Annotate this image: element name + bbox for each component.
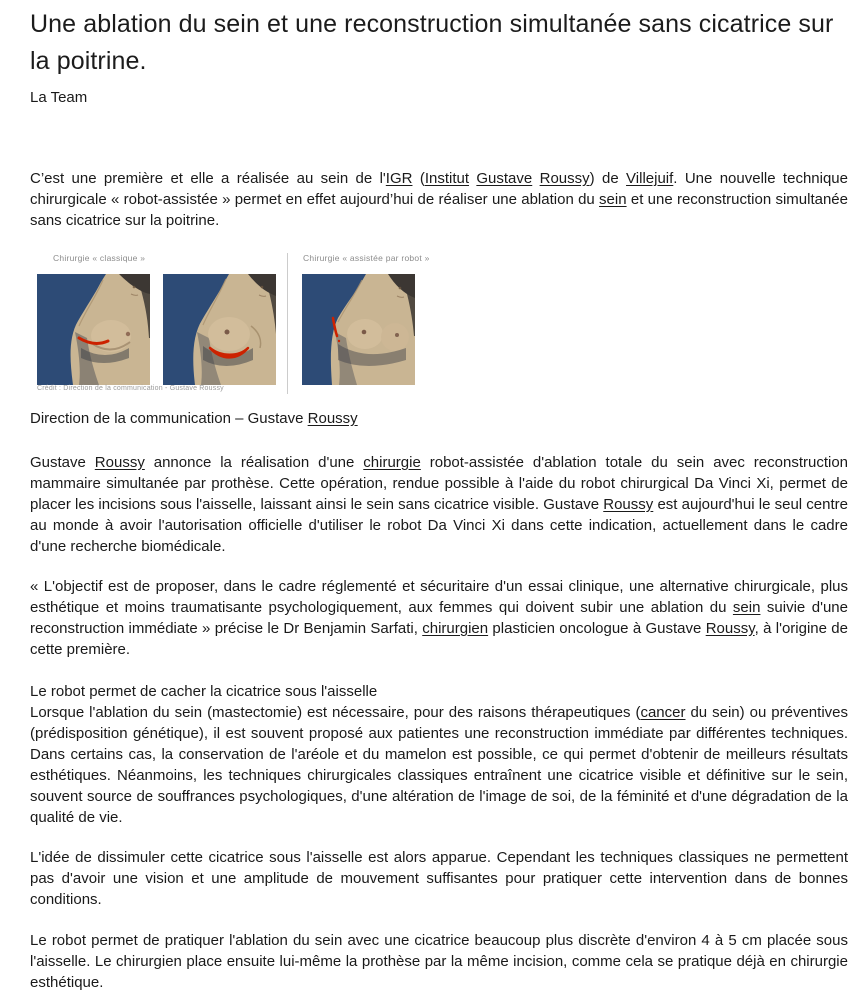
text-segment: Le robot permet de pratiquer l'ablation du sein avec une cicatrice beaucoup plus discrète d'environ 4 à 5 cm placée sous l'aisselle. Le chirurgien place ensuite lui-même la prothèse par la même incision, comme cela se pratique déjà en chirurgie esthétique. — [30, 932, 848, 991]
inline-link[interactable]: Roussy — [94, 454, 145, 471]
page-title: Une ablation du sein et une reconstruction simultanée sans cicatrice sur la poitrine. — [30, 10, 834, 75]
paragraph-robot-result — [30, 930, 848, 993]
text-segment: . Une nouvelle technique chirurgicale « robot-assistée » permet en effet aujourd’hui de réaliser une ablation du — [30, 170, 848, 208]
inline-link[interactable]: Roussy — [539, 170, 590, 187]
inline-link[interactable]: chirurgie — [363, 454, 421, 471]
text-segment: C’est une première et elle a réalisée au sein de l' — [30, 170, 386, 187]
figure-divider — [287, 253, 288, 394]
text-segment: et une reconstruction simultanée sans cicatrice sur la poitrine. — [30, 191, 848, 229]
photo-classic-front — [163, 274, 276, 385]
text-segment: suivie d'une reconstruction immédiate » précise le Dr Benjamin Sarfati, — [30, 599, 848, 637]
inline-link[interactable]: chirurgien — [422, 620, 489, 637]
text-segment: du sein) ou préventives (prédisposition génétique), il est souvent proposé aux patientes une reconstruction immédiate par différentes techniques. Dans certains cas, la conservation de l'aréole et du mamelon est possible, ce qui permet d'obtenir de meilleurs résultats esthétiques. Néanmoins, les techniques chirurgicales classiques entraînent une cicatrice visible et définitive sur le sein, souvent source de souffrances psychologiques, d'une altération de l'image de soi, de la féminité et d'une dégradation de la qualité de vie. — [30, 704, 848, 826]
paragraph-quote — [30, 576, 848, 660]
text-segment: L'idée de dissimuler cette cicatrice sous l'aisselle est alors apparue. Cependant les techniques classiques ne permettent pas d'avoir une vision et une amplitude de mouvement suffisantes pour pratiquer cette intervention dans de bonnes conditions. — [30, 849, 848, 908]
inline-link[interactable]: Roussy — [705, 620, 755, 637]
figure-label-robot: Chirurgie « assistée par robot » — [303, 253, 430, 263]
text-segment: « L'objectif est de proposer, dans le cadre réglementé et sécuritaire d'un essai clinique, une alternative chirurgicale, plus esthétique et moins traumatisante psychologiquement, aux femmes qui doivent subir une ablation du — [30, 578, 848, 616]
text-segment — [532, 170, 539, 187]
text-segment: ) de — [589, 170, 627, 187]
paragraph-explanation — [30, 702, 848, 828]
text-segment: Lorsque l'ablation du sein (mastectomie) est nécessaire, pour des raisons thérapeutiques ( — [30, 704, 641, 721]
text-segment: ( — [412, 170, 425, 187]
inline-link[interactable]: sein — [599, 191, 627, 208]
inline-link[interactable]: cancer — [640, 704, 686, 721]
inline-link[interactable]: Institut — [424, 170, 470, 187]
text-segment: Gustave — [30, 454, 95, 471]
paragraph-intro — [30, 168, 848, 231]
paragraph-announcement — [30, 452, 848, 557]
inline-link[interactable]: sein — [732, 599, 761, 616]
figure-caption — [30, 410, 848, 428]
section-heading: Le robot permet de cacher la cicatrice sous l'aisselle — [30, 683, 378, 700]
inline-link[interactable]: Roussy — [603, 496, 654, 513]
byline: La Team — [30, 89, 88, 106]
inline-link[interactable]: Roussy — [307, 410, 358, 427]
photo-classic-side — [37, 274, 150, 385]
inline-link[interactable]: IGR — [385, 170, 413, 187]
figure-credit: Crédit : Direction de la communication - Gustave Roussy — [37, 385, 224, 392]
paragraph-idea — [30, 847, 848, 910]
text-segment: annonce la réalisation d'une — [144, 454, 364, 471]
text-segment: est aujourd'hui le seul centre au monde à avoir l'autorisation officielle d'utiliser le robot Da Vinci Xi dans cette indication, actuellement dans le cadre d'une recherche biomédicale. — [30, 496, 848, 555]
inline-link[interactable]: Villejuif — [626, 170, 674, 187]
figure-label-classic: Chirurgie « classique » — [53, 253, 146, 263]
inline-link[interactable]: Gustave — [476, 170, 533, 187]
text-segment: plasticien oncologue à Gustave — [488, 620, 706, 637]
text-segment: robot-assistée d'ablation totale du sein avec reconstruction mammaire simultanée par prothèse. Cette opération, rendue possible à l'aide du robot chirurgical Da Vinci Xi, permet de placer les incisions sous l'aisselle, laissant ainsi le sein sans cicatrice visible. Gustave — [30, 454, 849, 513]
text-segment: Direction de la communication – Gustave — [30, 410, 308, 427]
comparison-figure — [30, 253, 430, 394]
text-segment: , à l'origine de cette première. — [30, 620, 848, 658]
photo-robot — [302, 274, 415, 385]
